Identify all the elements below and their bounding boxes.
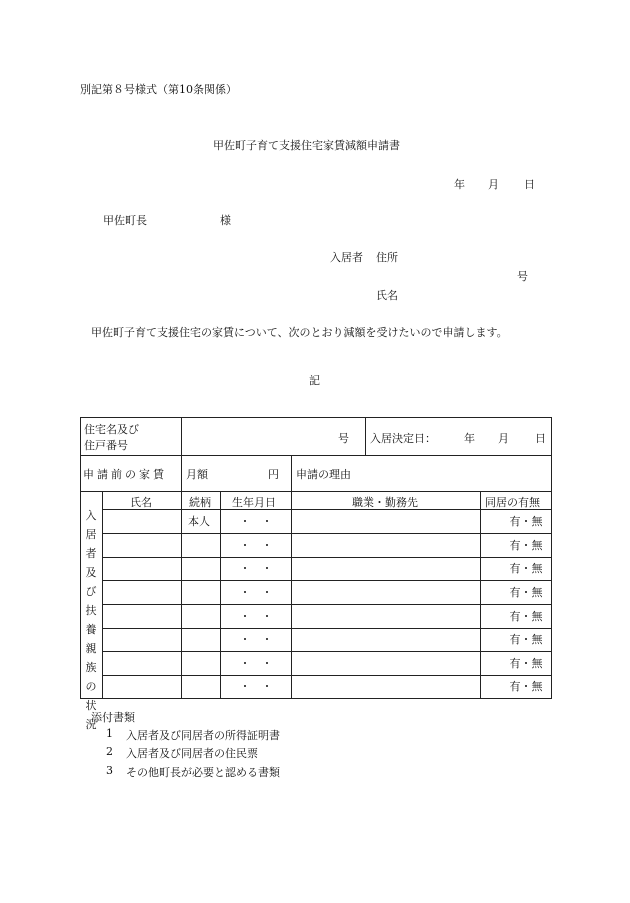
member-name-cell[interactable] <box>103 510 181 533</box>
member-birth-cell[interactable]: ・ ・ <box>239 539 273 552</box>
reason-input[interactable] <box>366 456 551 491</box>
monthly-label: 月額 <box>186 468 208 481</box>
member-job-cell[interactable] <box>292 534 480 557</box>
member-job-cell[interactable] <box>292 558 480 580</box>
date-year: 年 <box>454 178 465 191</box>
side-char: 入 <box>85 509 97 522</box>
attachment-text: 入居者及び同居者の所得証明書 <box>126 729 280 742</box>
addressee-name: 甲佐町長 <box>103 214 147 227</box>
member-name-cell[interactable] <box>103 605 181 628</box>
member-relation-cell[interactable]: 本人 <box>188 515 210 528</box>
member-birth-cell[interactable]: ・ ・ <box>239 562 273 575</box>
member-name-cell[interactable] <box>103 676 181 698</box>
member-birth-cell[interactable]: ・ ・ <box>239 586 273 599</box>
side-char: 扶 <box>85 604 97 617</box>
side-char: び <box>85 585 97 598</box>
col-header-name: 氏名 <box>130 496 152 509</box>
col-header-cohab: 同居の有無 <box>485 496 540 509</box>
member-name-cell[interactable] <box>103 558 181 580</box>
member-cohab-cell[interactable]: 有・無 <box>509 657 543 670</box>
applicant-address-label: 住所 <box>376 251 398 264</box>
member-relation-cell[interactable] <box>182 676 226 698</box>
attachment-text: 入居者及び同居者の住民票 <box>126 747 258 760</box>
ki-heading: 記 <box>309 374 320 387</box>
form-label: 別記第８号様式（第10条関係） <box>80 83 237 96</box>
side-char: の <box>85 680 97 693</box>
col-header-relation: 続柄 <box>189 496 211 509</box>
member-cohab-cell[interactable]: 有・無 <box>509 586 543 599</box>
col-header-job: 職業・勤務先 <box>352 496 418 509</box>
col-header-birth: 生年月日 <box>232 496 276 509</box>
attachments-label: 添付書類 <box>91 711 135 724</box>
member-birth-cell[interactable]: ・ ・ <box>239 680 273 693</box>
member-job-cell[interactable] <box>292 605 480 628</box>
move-in-year-b: 年 <box>464 432 475 445</box>
member-job-cell[interactable] <box>292 676 480 698</box>
member-name-cell[interactable] <box>103 629 181 651</box>
attachment-num: 1 <box>106 727 113 740</box>
member-cohab-cell[interactable]: 有・無 <box>509 680 543 693</box>
yen-label: 円 <box>268 468 279 481</box>
addressee-honorific: 様 <box>220 214 231 227</box>
member-relation-cell[interactable] <box>182 581 226 604</box>
member-birth-cell[interactable]: ・ ・ <box>239 633 273 646</box>
member-cohab-cell[interactable]: 有・無 <box>509 562 543 575</box>
household-side-label <box>80 506 102 734</box>
side-char: 及 <box>85 566 97 579</box>
member-cohab-cell[interactable]: 有・無 <box>509 539 543 552</box>
housing-number-suffix-b: 号 <box>338 432 349 445</box>
side-char: 居 <box>85 528 97 541</box>
member-relation-cell[interactable] <box>182 605 226 628</box>
member-birth-cell[interactable]: ・ ・ <box>239 610 273 623</box>
member-cohab-cell[interactable]: 有・無 <box>509 633 543 646</box>
member-cohab-cell[interactable]: 有・無 <box>509 610 543 623</box>
member-relation-cell[interactable] <box>182 534 226 557</box>
side-char: 者 <box>85 547 97 560</box>
side-char: 養 <box>85 623 97 636</box>
request-text: 甲佐町子育て支援住宅の家賃について、次のとおり減額を受けたいので申請します。 <box>91 326 508 339</box>
member-relation-cell[interactable] <box>182 629 226 651</box>
member-job-cell[interactable] <box>292 510 480 533</box>
member-cohab-cell[interactable]: 有・無 <box>509 515 543 528</box>
applicant-name-label: 氏名 <box>376 289 398 302</box>
member-job-cell[interactable] <box>292 581 480 604</box>
member-name-cell[interactable] <box>103 652 181 675</box>
member-birth-cell[interactable]: ・ ・ <box>239 515 273 528</box>
member-relation-cell[interactable] <box>182 558 226 580</box>
housing-name-label-2b: 住戸番号 <box>84 439 128 452</box>
side-char: 況 <box>85 718 97 731</box>
move-in-date-label-b: 入居決定日： <box>370 432 436 445</box>
member-job-cell[interactable] <box>292 652 480 675</box>
applicant-label: 入居者 <box>330 251 363 264</box>
move-in-day-b: 日 <box>535 432 546 445</box>
member-birth-cell[interactable]: ・ ・ <box>239 657 273 670</box>
side-char: 族 <box>85 661 97 674</box>
rent-label: 申請前の家賃 <box>83 468 167 481</box>
move-in-month-b: 月 <box>498 432 509 445</box>
applicant-number-label: 号 <box>517 270 528 283</box>
attachment-text: その他町長が必要と認める書類 <box>126 766 280 779</box>
attachment-num: 3 <box>106 764 113 777</box>
member-name-cell[interactable] <box>103 581 181 604</box>
housing-name-label-1b: 住宅名及び <box>84 423 139 436</box>
date-day: 日 <box>524 178 535 191</box>
side-char: 状 <box>85 699 97 712</box>
reason-label: 申請の理由 <box>296 468 351 481</box>
date-month: 月 <box>488 178 499 191</box>
attachment-num: 2 <box>106 745 113 758</box>
page-title: 甲佐町子育て支援住宅家賃減額申請書 <box>213 139 400 152</box>
side-char: 親 <box>85 642 97 655</box>
member-name-cell[interactable] <box>103 534 181 557</box>
member-relation-cell[interactable] <box>182 652 226 675</box>
member-job-cell[interactable] <box>292 629 480 651</box>
